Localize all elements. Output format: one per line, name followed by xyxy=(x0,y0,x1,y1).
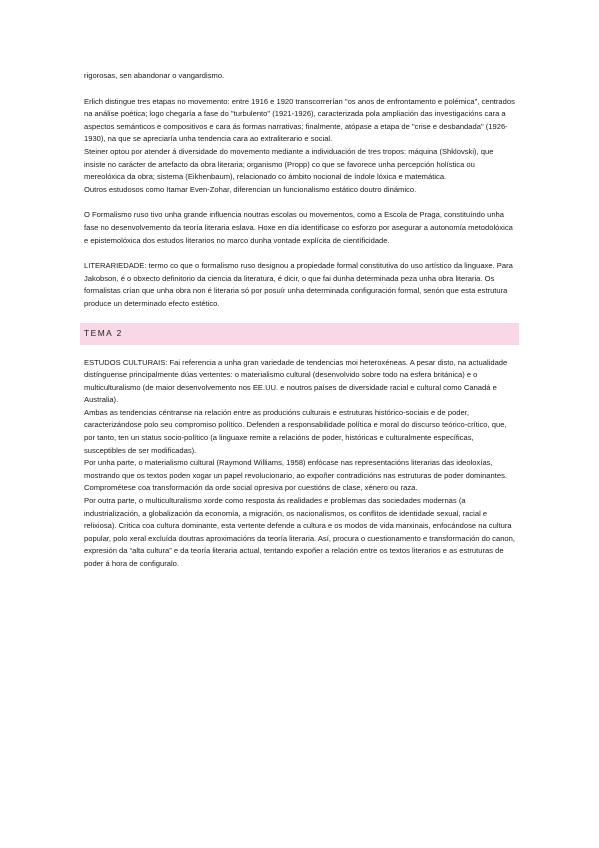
paragraph-erlich: Erlich distingue tres etapas no movemento: entre 1916 e 1920 transcorrerían "os anos de enfrontamento e polémica", centrados na análise poética; logo chegaría a fase do "turbulento" (1921-1926), caracterizada pola ampliación das investigacións cara a aspectos semánticos e compositivos e cara ás formas narrativas; finalmente, atópase a etapa de "crise e desbandada" (1926-1930), na que se apreciaría unha tendencia cara ao extraliterario e social. xyxy=(84,96,515,144)
section-heading xyxy=(80,323,519,345)
section-heading-label: TEMA 2 xyxy=(84,328,123,339)
paragraph-literariedade: LITERARIEDADE: termo co que o formalismo ruso designou a propiedade formal constitutiva do uso artístico da linguaxe. Para Jakobson, é o obxecto definitorio da ciencia da literatura, é dicir, o que fai dunha determinada peza unha obra literaria. Os formalistas crían que unha obra non é literaria só por posuír unha determinada configuración formal, senón que esta estrutura produce un determinado efecto estético. xyxy=(84,261,513,308)
paragraph-even-zohar: Outros estudosos como Itamar Even-Zohar, diferencian un funcionalismo estático doutro dinámico. xyxy=(84,184,417,194)
paragraph-steiner: Steiner optou por atender á diversidade do movemento mediante a individuación de tres tropos: máquina (Shklovski), que insiste no carácter de artefacto da obra literaria; organismo (Propp) co que se favorece unha percepción holística ou mereolóxica da obra; sistema (Eikhenbaum), relacionado co ámbito nocional de índole lóxica e matemática. xyxy=(84,146,494,182)
paragraph-top: rigorosas, sen abandonar o vangardismo. xyxy=(84,71,225,80)
paragraph-influence: O Formalismo ruso tivo unha grande influencia noutras escolas ou movementos, como a Escola de Praga, constituíndo unha fase no desenvolvemento da teoría literaria eslava. Hoxe en día identifícase co esforzo por asegurar a autonomía metodolóxica e epistemolóxica dos estudos literarios no marco dunha vontade explícita de científicidade. xyxy=(84,210,513,245)
paragraph-multiculturalismo: Por outra parte, o multiculturalismo xorde como resposta ás realidades e problemas das sociedades modernas (a industrialización, a globalización da economía, a migración, os nacionalismos, os conflitos de identidade sexual, racial e relixiosa). Critica coa cultura dominante, esta vertente defende a cultura e os modos de vida marxinais, enfocándose na cultura popular, polo xeral excluída doutras aproximacións da teoría literaria. Así, procura o cuestionamento e transformación do canon, expresión da “alta cultura” e da teoría literaria actual, tentando expoñer a relación entre os textos literarios e as estruturas de poder á hora de configuralo. xyxy=(84,496,515,568)
paragraph-ambas-tendencias: Ambas as tendencias céntranse na relación entre as producións culturais e estruturas histórico-sociais e de poder, caracterizándose polo seu compromiso político. Defenden a responsabilidade política e moral do discurso teórico-crítico, que, por tanto, ten un status socio-político (a linguaxe remite a relacións de poder, históricas e culturalmente específicas, susceptibles de ser modificadas). xyxy=(84,407,507,455)
paragraph-materialismo-cultural: Por unha parte, o materialismo cultural (Raymond Williams, 1958) enfócase nas representacións literarias das ideoloxías, mostrando que os textos poden xogar un papel revolucionario, ao expoñer contradicións nas estruturas de poder dominantes. Comprométese coa transformación da orde social opresiva por cuestións de clase, xénero ou raza. xyxy=(84,458,507,493)
document-body xyxy=(84,70,516,571)
paragraph-estudos-culturais: ESTUDOS CULTURAIS: Fai referencia a unha gran variedade de tendencias moi heteroxéneas. A pesar disto, na actualidade distínguense principalmente dúas vertentes: o materialismo cultural (desenvolvido sobre todo na esfera británica) e o multiculturalismo (de maior desenvolvemento nos EE.UU. e noutros países de diversidade racial e cultural como Canadá e Australia). xyxy=(84,357,508,405)
